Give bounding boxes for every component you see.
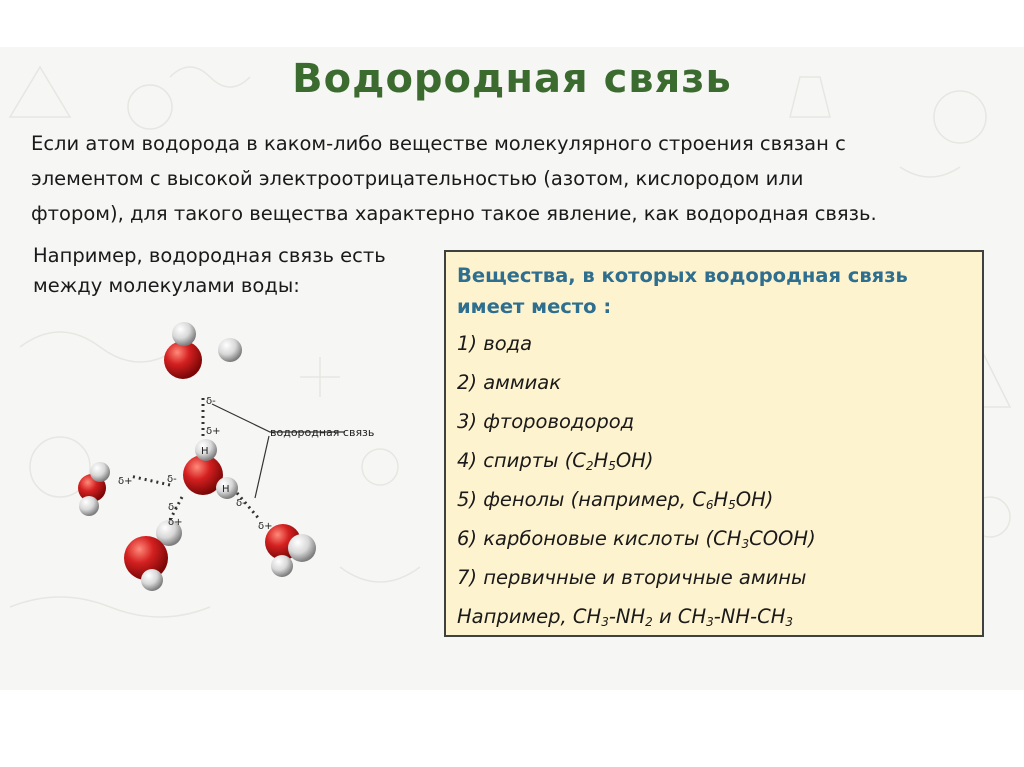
- intro-line: фтором), для такого вещества характерно такое явление, как водородная связь.: [31, 202, 877, 225]
- substances-list: [457, 324, 977, 636]
- box-title-line: Вещества, в которых водородная связь: [457, 264, 908, 287]
- hydrogen-bond-label: водородная связь: [270, 426, 375, 439]
- water-molecule-bottom-right: [265, 524, 316, 577]
- delta-minus-label: δ-: [236, 498, 246, 509]
- delta-minus-label: δ-: [168, 502, 178, 513]
- water-molecule-center: [183, 439, 238, 499]
- substance-item: 6) карбоновые кислоты $(CH_3COOH)$: [457, 527, 816, 551]
- water-molecule-left: [78, 462, 110, 516]
- hydrogen-symbol: H: [201, 446, 209, 457]
- hydrogen-symbol: H: [222, 484, 230, 495]
- box-title-line: имеет место :: [457, 295, 612, 318]
- water-hydrogen-bond-figure: [60, 320, 375, 590]
- example-text: [33, 241, 433, 301]
- intro-line: элементом с высокой электроотрицательностью (азотом, кислородом или: [31, 167, 804, 190]
- delta-plus-label: δ+: [118, 476, 133, 487]
- example-line: Например, водородная связь есть: [33, 244, 386, 267]
- substances-box: [444, 250, 984, 637]
- substance-item: Например, $CH_3-NH_2$ и $CH_3-NH-CH_3$: [457, 605, 794, 629]
- intro-paragraph: [31, 126, 991, 231]
- water-molecule-top: [164, 322, 242, 379]
- substance-item: 3) фтороводород: [457, 410, 635, 433]
- substances-box-title: [457, 260, 967, 322]
- example-line: между молекулами воды:: [33, 274, 300, 297]
- delta-plus-label: δ+: [258, 521, 273, 532]
- substance-item: 4) спирты $(C_2H_5OH)$: [457, 449, 654, 473]
- intro-line: Если атом водорода в каком-либо веществе молекулярного строения связан с: [31, 132, 846, 155]
- page-title: Водородная связь: [292, 56, 732, 102]
- delta-minus-label: δ-: [206, 396, 216, 407]
- substance-item: 2) аммиак: [457, 371, 561, 394]
- substance-item: 7) первичные и вторичные амины: [457, 566, 807, 589]
- delta-minus-label: δ-: [167, 474, 177, 485]
- water-molecule-bottom-left: [124, 520, 182, 591]
- delta-plus-label: δ+: [168, 517, 183, 528]
- delta-plus-label: δ+: [206, 426, 221, 437]
- substance-item: 1) вода: [457, 332, 533, 355]
- substance-item: 5) фенолы (например, $C_6H_5OH$): [457, 488, 774, 512]
